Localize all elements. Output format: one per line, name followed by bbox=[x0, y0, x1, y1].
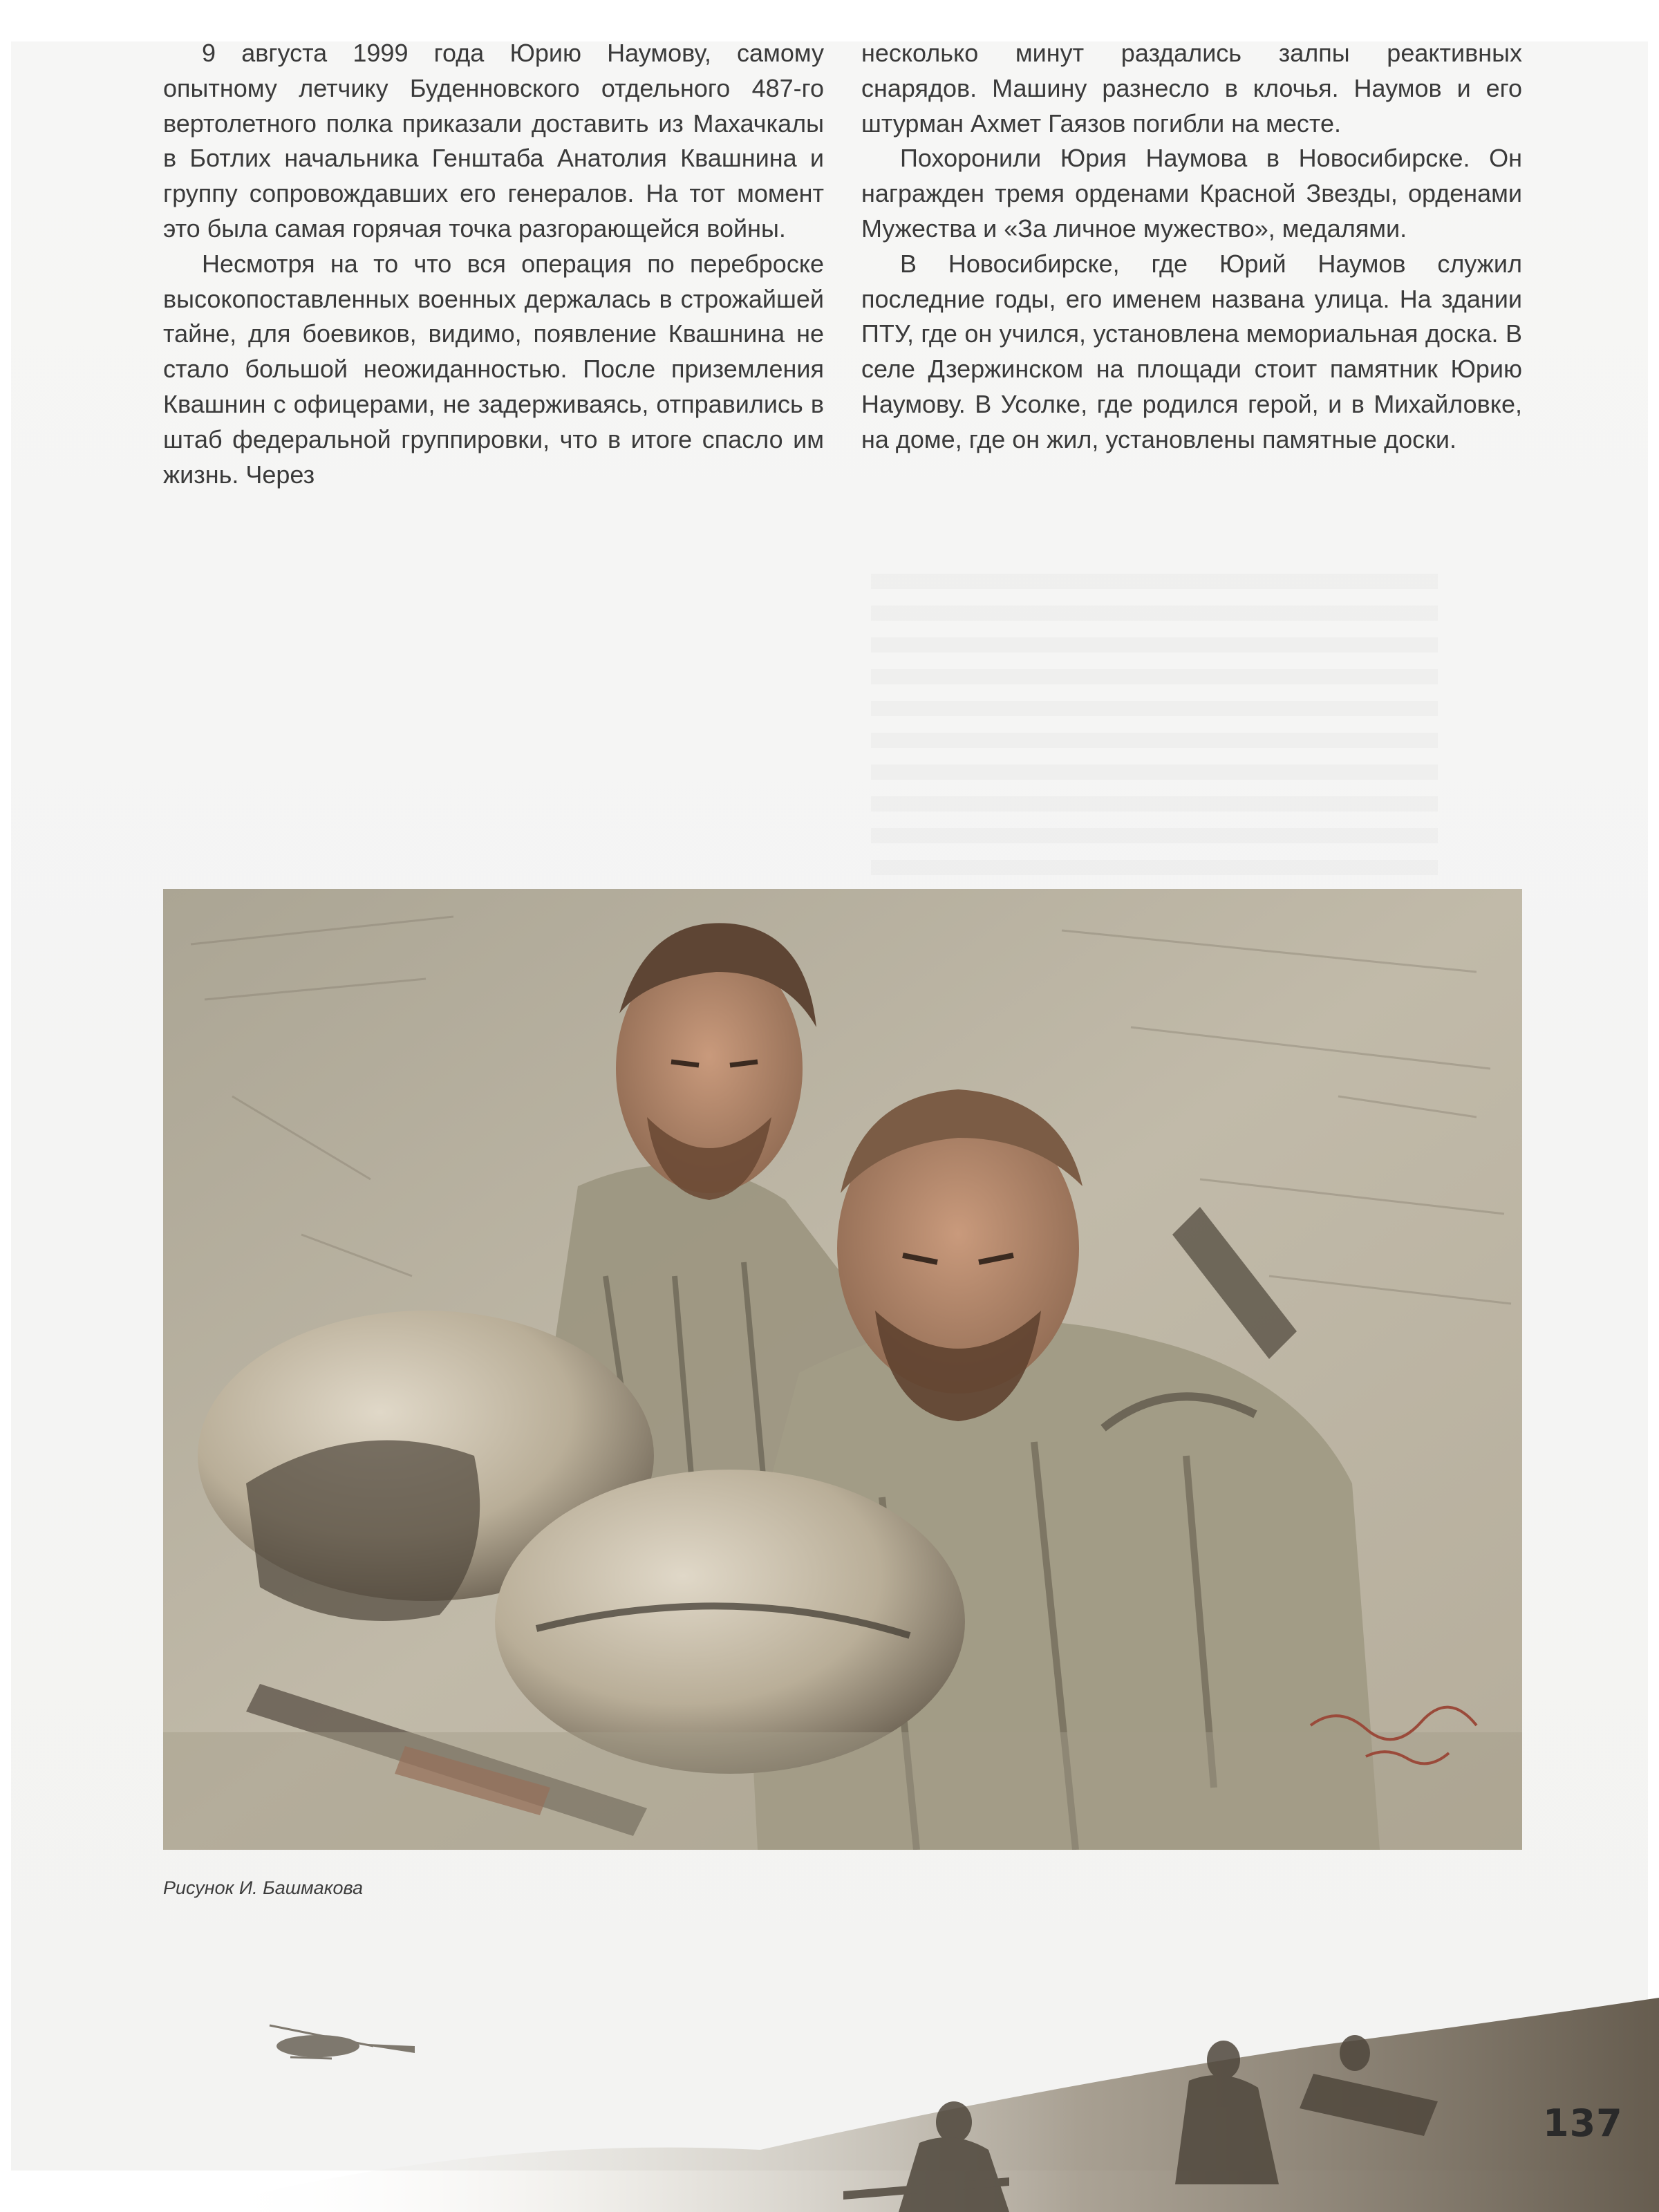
figure-caption: Рисунок И. Башмакова bbox=[163, 1877, 363, 1898]
paragraph-1: 9 августа 1999 года Юрию Наумову, самому опытному летчику Буденновского отдельного 487-го вертолетного полка приказали доставить из Махачкалы в Ботлих начальника Генштаба Анатолия Квашнина и группу сопровождавших его генералов. На тот момент это была самая горячая точка разгорающейся войны. bbox=[163, 39, 824, 243]
drawing-image bbox=[163, 889, 1522, 1850]
show-through-text bbox=[871, 574, 1438, 878]
paragraph-2: Несмотря на то что вся операция по переброске высокопоставленных военных держалась в строжайшей тайне, для боевиков, видимо, появление Квашнина не стало большой неожиданностью. После приземления Квашнин с офицерами, не задерживаясь, отправились в штаб федеральной группировки, что в итоге спасло им жизнь. Через bbox=[163, 249, 824, 489]
paragraph-4: Похоронили Юрия Наумова в Новосибирске. Он награжден тремя орденами Красной Звезды, орденами Мужества и «За личное мужество», медалями. bbox=[861, 144, 1522, 243]
footer-war-scene bbox=[0, 1977, 1659, 2212]
page-number: 137 bbox=[1543, 2101, 1623, 2145]
footer-silhouettes bbox=[0, 1977, 1659, 2212]
paragraph-3: несколько минут раздались залпы реактивных снарядов. Машину разнесло в клочья. Наумов и его штурман Ахмет Гаязов погибли на месте. bbox=[861, 39, 1522, 138]
article-left-column bbox=[163, 36, 824, 492]
article-right-column bbox=[861, 36, 1522, 458]
pastel-drawing-two-pilots bbox=[163, 889, 1522, 1850]
paragraph-5: В Новосибирске, где Юрий Наумов служил последние годы, его именем названа улица. На здании ПТУ, где он учился, установлена мемориальная доска. В селе Дзержинском на площади стоит памятник Юрию Наумову. В Усолке, где родился герой, и в Михайловке, на доме, где он жил, установлены памятные доски. bbox=[861, 249, 1522, 453]
helicopter-silhouette bbox=[270, 2025, 415, 2059]
